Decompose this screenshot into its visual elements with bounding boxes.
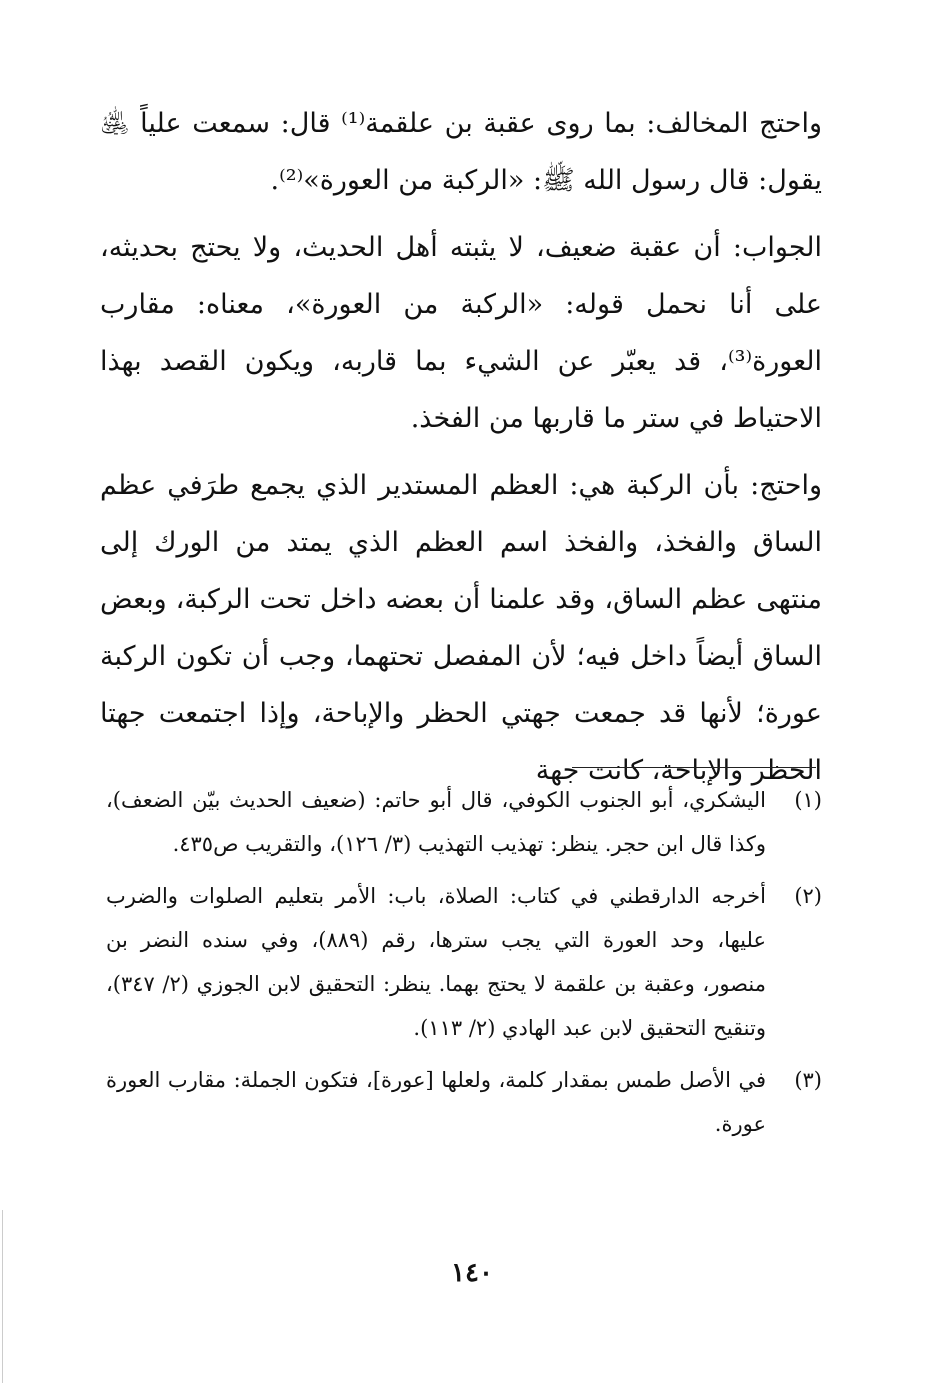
scan-margin-line (2, 1210, 5, 1383)
footnote-text: أخرجه الدارقطني في كتاب: الصلاة، باب: الأمر بتعليم الصلوات والضرب عليها، وحد العورة التي يجب سترها، رقم (٨٨٩)، وفي سنده النضر بن منصور، وعقبة بن علقمة لا يحتج بهما. ينظر: التحقيق لابن الجوزي (٢/ ٣٤٧)، وتنقيح التحقيق لابن عبد الهادي (٢/ ١١٣). (106, 884, 766, 1040)
paragraph-3: واحتج: بأن الركبة هي: العظم المستدير الذي يجمع طرَفي عظم الساق والفخذ، والفخذ اسم العظم الذي يمتد من الورك إلى منتهى عظم الساق، وقد علمنا أن بعضه داخل تحت الركبة، وبعض الساق أيضاً داخل فيه؛ لأن المفصل تحتهما، وجب أن تكون الركبة عورة؛ لأنها قد جمعت جهتي الحظر والإباحة، وإذا اجتمعت جهتا الحظر والإباحة، كانت جهة (100, 470, 822, 786)
paragraph-1: واحتج المخالف: بما روى عقبة بن علقمة⁽¹⁾ قال: سمعت علياً ﵁ يقول: قال رسول الله ﷺ: «الركبة من العورة»⁽²⁾. (100, 108, 822, 196)
footnote-number: (٣) (794, 1068, 822, 1092)
footnote-3 (106, 1058, 822, 1146)
footnote-2 (106, 874, 822, 1050)
footnote-1 (106, 778, 822, 866)
footnote-number: (١) (794, 788, 822, 812)
footnote-text: في الأصل طمس بمقدار كلمة، ولعلها [عورة]، فتكون الجملة: مقارب العورة عورة. (106, 1068, 766, 1136)
page-number: ١٤٠ (451, 1258, 493, 1288)
footnotes (106, 778, 822, 1154)
main-text (100, 95, 822, 799)
footnote-text: اليشكري، أبو الجنوب الكوفي، قال أبو حاتم: (ضعيف الحديث بيّن الضعف)، وكذا قال ابن حجر. ينظر: تهذيب التهذيب (٣/ ١٢٦)، والتقريب ص٤٣٥. (106, 788, 766, 856)
footnote-separator (572, 767, 816, 768)
paragraph-2: الجواب: أن عقبة ضعيف، لا يثبته أهل الحديث، ولا يحتج بحديثه، على أنا نحمل قوله: «الركبة من العورة»، معناه: مقارب العورة⁽³⁾، قد يعبّر عن الشيء بما قاربه، ويكون القصد بهذا الاحتياط في ستر ما قاربها من الفخذ. (100, 232, 822, 434)
footnote-number: (٢) (794, 884, 822, 908)
